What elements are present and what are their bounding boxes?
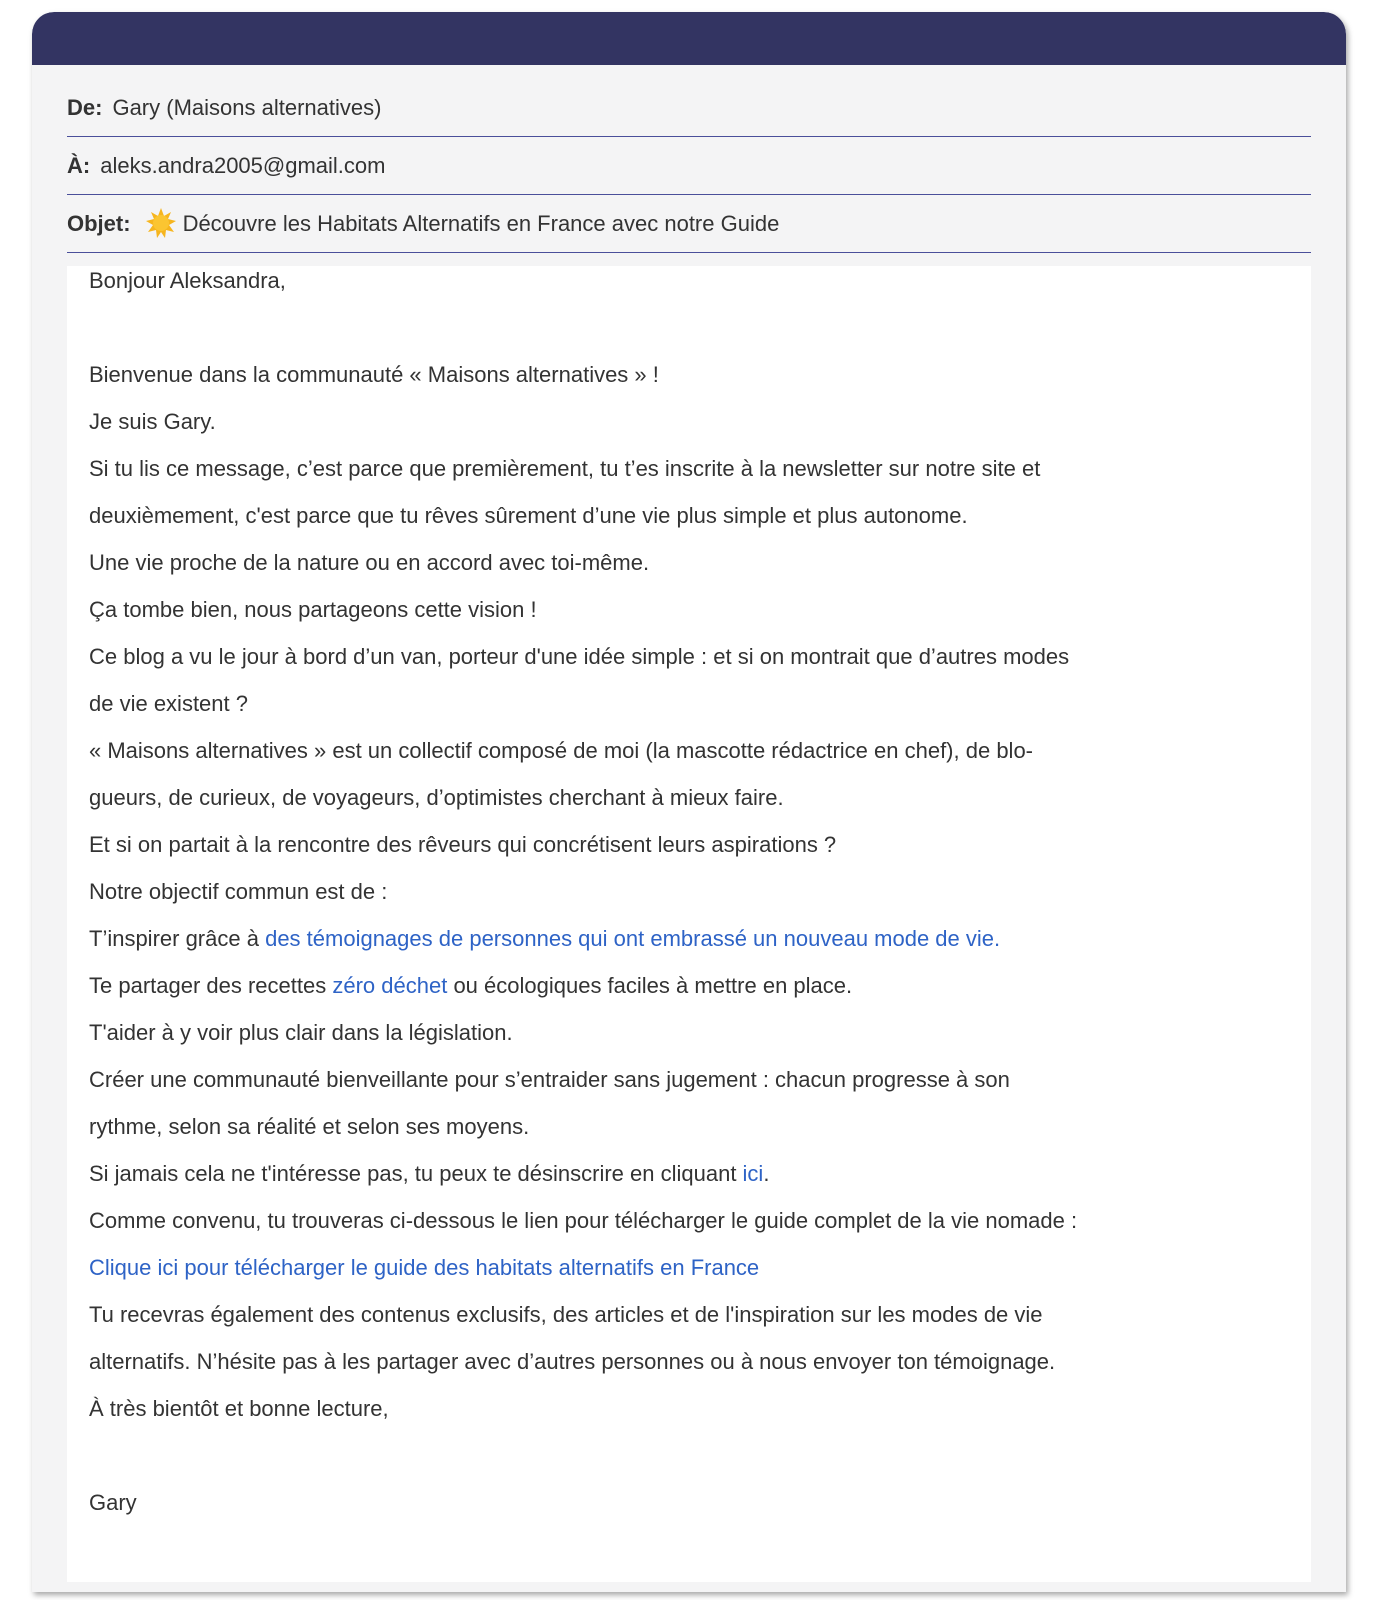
subject-value: Découvre les Habitats Alternatifs en France avec notre Guide — [182, 210, 780, 236]
body-line: deuxièmement, c'est parce que tu rêves sûrement d’une vie plus simple et plus autonome. — [89, 503, 968, 528]
from-row — [67, 79, 1311, 137]
body-line: de vie existent ? — [89, 691, 248, 716]
body-line: Créer une communauté bienveillante pour s’entraider sans jugement : chacun progresse à son — [89, 1067, 1010, 1092]
body-line-testimonials — [89, 924, 1000, 954]
greeting: Bonjour Aleksandra, — [89, 268, 286, 293]
recipes-prefix: Te partager des recettes — [89, 973, 333, 998]
body-line: rythme, selon sa réalité et selon ses moyens. — [89, 1114, 530, 1139]
body-line: Bienvenue dans la communauté « Maisons alternatives » ! — [89, 362, 659, 387]
window-titlebar — [32, 12, 1346, 65]
from-value: Gary (Maisons alternatives) — [112, 94, 382, 120]
body-line-recipes — [89, 971, 852, 1001]
recipes-suffix: ou écologiques faciles à mettre en place. — [447, 973, 853, 998]
body-line: Ce blog a vu le jour à bord d’un van, porteur d'une idée simple : et si on montrait que d’autres modes — [89, 644, 1070, 669]
zero-waste-link[interactable]: zéro déchet — [332, 973, 448, 998]
sun-icon — [145, 207, 177, 239]
download-guide-link[interactable]: Clique ici pour télécharger le guide des habitats alternatifs en France — [89, 1255, 760, 1280]
email-body — [67, 266, 1311, 1582]
body-line: Une vie proche de la nature ou en accord avec toi-même. — [89, 550, 650, 575]
body-line: Notre objectif commun est de : — [89, 879, 388, 904]
body-line: alternatifs. N’hésite pas à les partager avec d’autres personnes ou à nous envoyer ton témoignage. — [89, 1349, 1056, 1374]
unsubscribe-suffix: . — [763, 1161, 770, 1186]
body-line: Ça tombe bien, nous partageons cette vision ! — [89, 597, 537, 622]
to-value: aleks.andra2005@gmail.com — [100, 152, 386, 178]
body-line: À très bientôt et bonne lecture, — [89, 1396, 389, 1421]
body-line: Et si on partait à la rencontre des rêveurs qui concrétisent leurs aspirations ? — [89, 832, 837, 857]
body-line: « Maisons alternatives » est un collectif composé de moi (la mascotte rédactrice en chef), de blo- — [89, 738, 1034, 763]
from-label: De: — [67, 94, 103, 120]
to-row — [67, 137, 1311, 195]
subject-label: Objet: — [67, 210, 131, 236]
body-line: Si tu lis ce message, c’est parce que premièrement, tu t’es inscrite à la newsletter sur notre site et — [89, 456, 1041, 481]
unsubscribe-link[interactable]: ici — [742, 1161, 764, 1186]
body-line: T'aider à y voir plus clair dans la législation. — [89, 1020, 513, 1045]
testimonials-prefix: T’inspirer grâce à — [89, 926, 266, 951]
unsubscribe-prefix: Si jamais cela ne t'intéresse pas, tu peux te désinscrire en cliquant — [89, 1161, 743, 1186]
body-line: Comme convenu, tu trouveras ci-dessous le lien pour télécharger le guide complet de la vie nomade : — [89, 1208, 1078, 1233]
body-line: Je suis Gary. — [89, 409, 216, 434]
subject-row — [67, 195, 1311, 253]
signature: Gary — [89, 1490, 137, 1515]
testimonials-link[interactable]: des témoignages de personnes qui ont embrassé un nouveau mode de vie. — [265, 926, 1001, 951]
body-line-unsubscribe — [89, 1159, 769, 1189]
body-line: gueurs, de curieux, de voyageurs, d’optimistes cherchant à mieux faire. — [89, 785, 784, 810]
to-label: À: — [67, 152, 91, 178]
email-window — [32, 12, 1346, 1592]
body-line: Tu recevras également des contenus exclusifs, des articles et de l'inspiration sur les modes de vie — [89, 1302, 1043, 1327]
